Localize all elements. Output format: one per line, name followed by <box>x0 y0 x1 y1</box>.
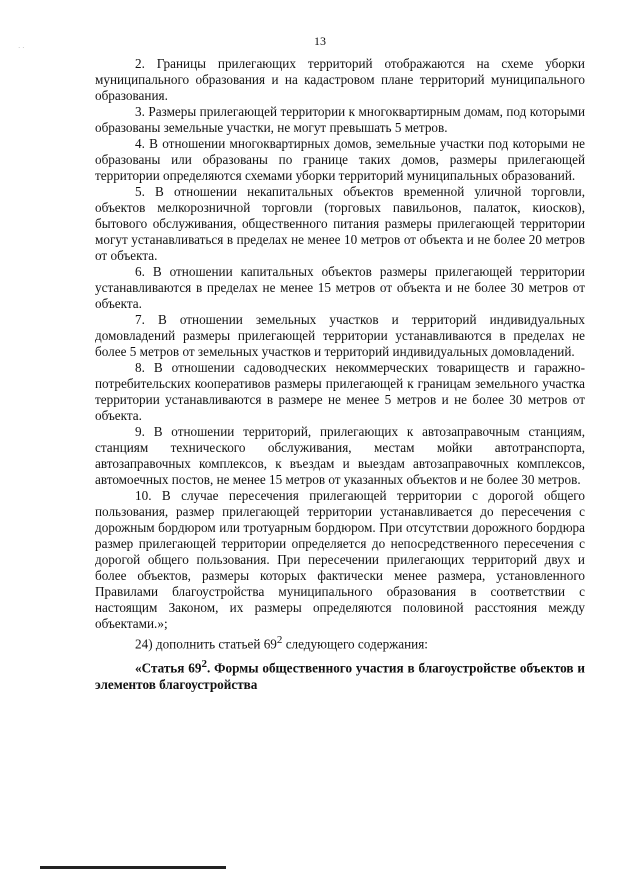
article-heading <box>95 656 585 692</box>
item-24-text-end: следующего содержания: <box>282 636 428 652</box>
paragraph-10: 10. В случае пересечения прилегающей территории с дорогой общего пользования, размер прилегающей территории устанавливается до пересечения с дорожным бордюром или тротуарным бордюром. При отсутствии дорожного бордюра размер прилегающей территории определяется до непосредственного пересечения с дорогой общего пользования. При пересечении прилегающих территорий двух и более объектов, размеры которых фактически менее размера, установленного Правилами благоустройства муниципального образования в соответствии с настоящим Законом, их размеры определяются половиной расстояния между объектами.»; <box>95 488 585 631</box>
page-number: 13 <box>314 34 326 48</box>
paragraph-9: 9. В отношении территорий, прилегающих к автозаправочным станциям, станциям технического обслуживания, местам мойки автотранспорта, автозаправочных комплексов, к въездам и выездам автозаправочных комплексов, автомоечных постов, не менее 15 метров от указанных объектов и не более 30 метров. <box>95 424 585 487</box>
bottom-rule <box>40 866 226 869</box>
article-heading-end: . Формы общественного участия в благоустройстве объектов и элементов благоустройства <box>95 660 586 692</box>
item-24 <box>95 632 585 652</box>
paragraph-8: 8. В отношении садоводческих некоммерческих товариществ и гаражно-потребительских кооперативов размеры прилегающей к границам земельного участка территории устанавливаются в размере не менее 5 метров и не более 30 метров от объекта. <box>95 360 585 423</box>
scan-specks: · · <box>18 44 25 52</box>
paragraph-2: 2. Границы прилегающих территорий отображаются на схеме уборки муниципального образования и на кадастровом плане территорий муниципального образования. <box>95 56 585 103</box>
paragraph-3: 3. Размеры прилегающей территории к многоквартирным домам, под которыми образованы земельные участки, не могут превышать 5 метров. <box>95 104 585 135</box>
article-heading-start: «Статья 69 <box>135 660 202 676</box>
paragraph-6: 6. В отношении капитальных объектов размеры прилегающей территории устанавливаются в пределах не менее 15 метров от объекта и не более 30 метров от объекта. <box>95 264 585 311</box>
paragraph-4: 4. В отношении многоквартирных домов, земельные участки под которыми не образованы или образованы по границе таких домов, размеры прилегающей территории определяются схемами уборки территорий муниципальных образований. <box>95 136 585 183</box>
item-24-text: 24) дополнить статьей 69 <box>135 636 277 652</box>
document-body <box>95 56 585 693</box>
paragraph-5: 5. В отношении некапитальных объектов временной уличной торговли, объектов мелкорозничной торговли (торговых павильонов, палаток, киосков), бытового обслуживания, общественного питания размеры прилегающей территории могут устанавливаться в пределах не менее 10 метров от объекта и не более 20 метров от объекта. <box>95 184 585 263</box>
paragraph-7: 7. В отношении земельных участков и территорий индивидуальных домовладений размеры прилегающей территории устанавливаются в пределах не более 5 метров от земельных участков и территорий индивидуальных домовладений. <box>95 312 585 359</box>
article-superscript: 2 <box>201 658 207 671</box>
item-24-superscript: 2 <box>276 634 283 646</box>
